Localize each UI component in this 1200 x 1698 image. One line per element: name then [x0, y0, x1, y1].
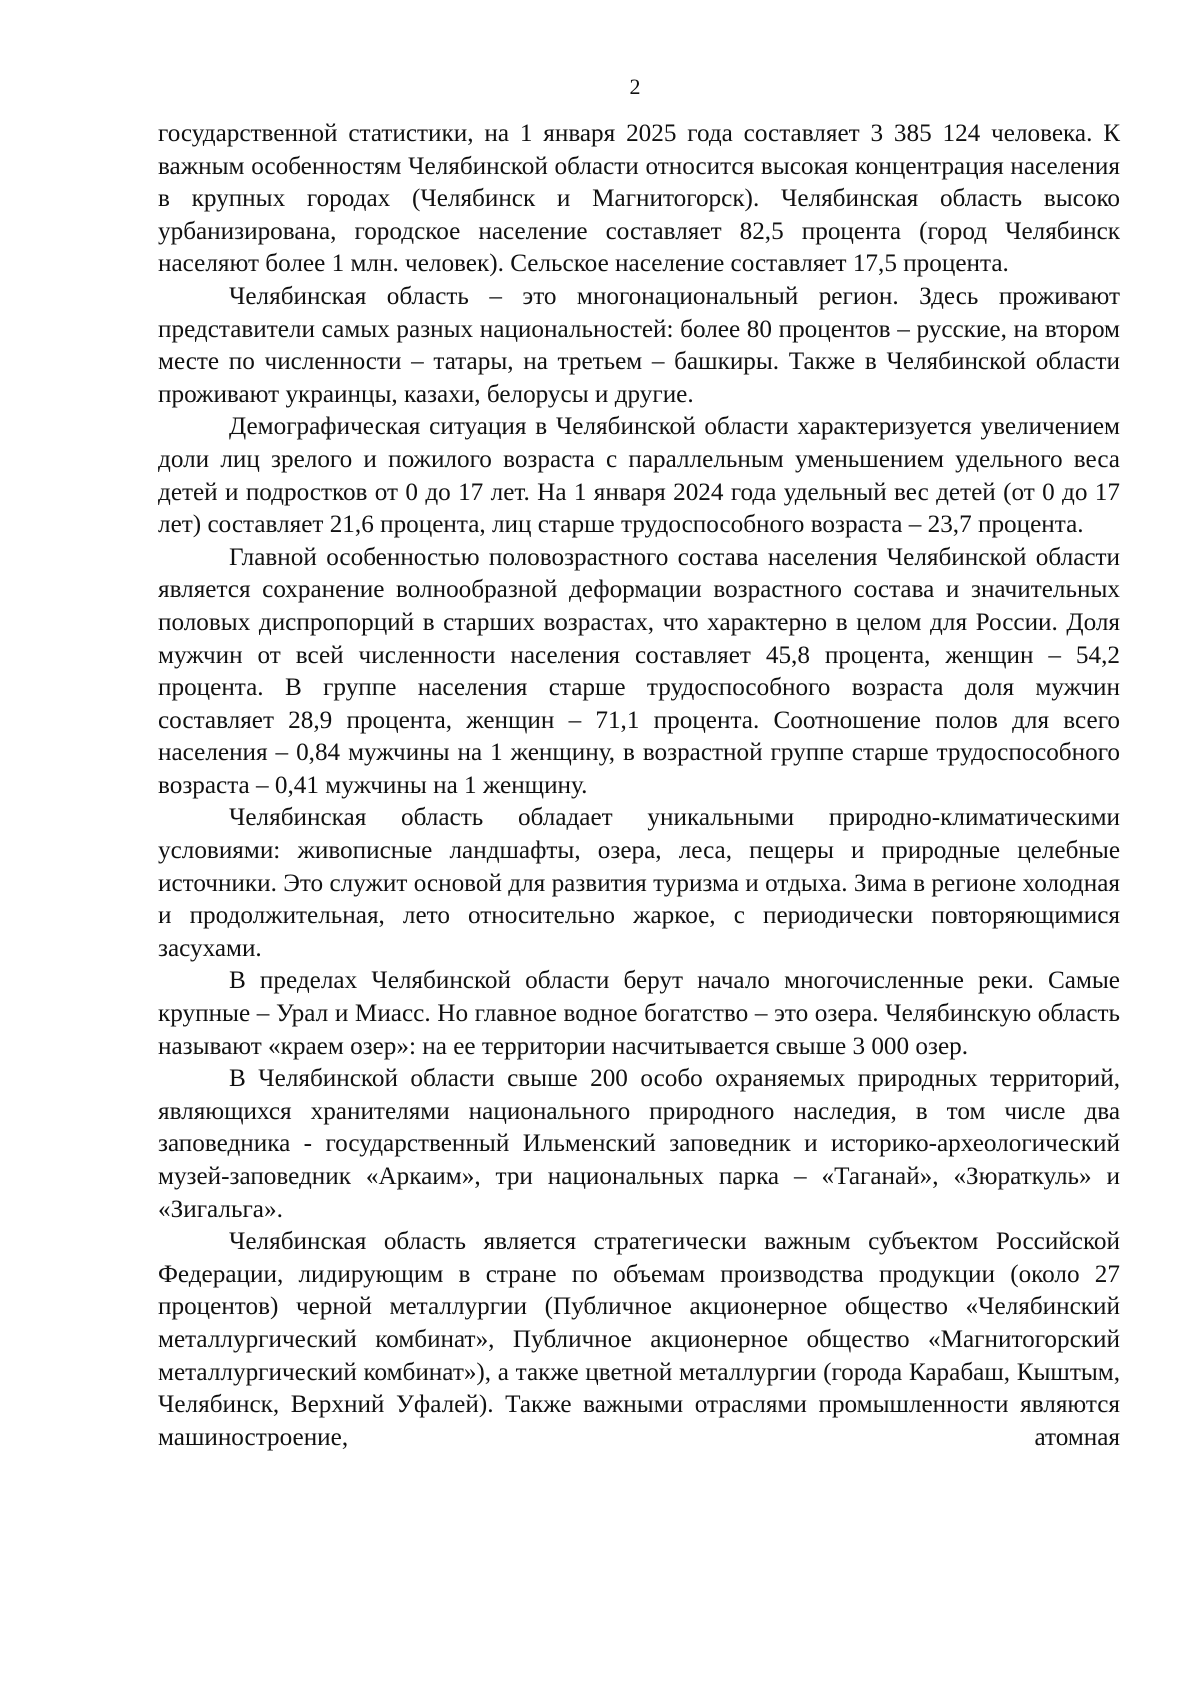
document-body [158, 118, 1120, 1454]
paragraph-industry: Челябинская область является стратегически важным субъектом Российской Федерации, лидирующим в стране по объемам производства продукции (около 27 процентов) черной металлургии (Публичное акционерное общество «Челябинский металлургический комбинат», Публичное акционерное общество «Магнитогорский металлургический комбинат»), а также цветной металлургии (города Карабаш, Кыштым, Челябинск, Верхний Уфалей). Также важными отраслями промышленности являются машиностроение, атомная [158, 1228, 1120, 1451]
paragraph-protected-areas: В Челябинской области свыше 200 особо охраняемых природных территорий, являющихся хранителями национального природного наследия, в том числе два заповедника - государственный Ильменский заповедник и историко-археологический музей-заповедник «Аркаим», три национальных парка – «Таганай», «Зюраткуль» и «Зигальга». [158, 1065, 1120, 1223]
paragraph-nationalities: Челябинская область – это многонациональный регион. Здесь проживают представители самых разных национальностей: более 80 процентов – русские, на втором месте по численности – татары, на третьем – башкиры. Также в Челябинской области проживают украинцы, казахи, белорусы и другие. [158, 282, 1120, 408]
paragraph-demographics: Демографическая ситуация в Челябинской области характеризуется увеличением доли лиц зрелого и пожилого возраста с параллельным уменьшением удельного веса детей и подростков от 0 до 17 лет. На 1 января 2024 года удельный вес детей (от 0 до 17 лет) составляет 21,6 процента, лиц старше трудоспособного возраста – 23,7 процента. [158, 413, 1120, 539]
paragraph-climate: Челябинская область обладает уникальными природно-климатическими условиями: живописные ландшафты, озера, леса, пещеры и природные целебные источники. Это служит основой для развития туризма и отдыха. Зима в регионе холодная и продолжительная, лето относительно жаркое, с периодически повторяющимися засухами. [158, 804, 1120, 962]
paragraph-rivers-lakes: В пределах Челябинской области берут начало многочисленные реки. Самые крупные – Урал и Миасс. Но главное водное богатство – это озера. Челябинскую область называют «краем озер»: на ее территории насчитывается свыше 3 000 озер. [158, 967, 1120, 1060]
paragraph-population: государственной статистики, на 1 января 2025 года составляет 3 385 124 человека. К важным особенностям Челябинской области относится высокая концентрация населения в крупных городах (Челябинск и Магнитогорск). Челябинская область высоко урбанизирована, городское население составляет 82,5 процента (город Челябинск населяют более 1 млн. человек). Сельское население составляет 17,5 процента. [158, 120, 1120, 278]
paragraph-sex-age-structure: Главной особенностью половозрастного состава населения Челябинской области является сохранение волнообразной деформации возрастного состава и значительных половых диспропорций в старших возрастах, что характерно в целом для России. Доля мужчин от всей численности населения составляет 45,8 процента, женщин – 54,2 процента. В группе населения старше трудоспособного возраста доля мужчин составляет 28,9 процента, женщин – 71,1 процента. Соотношение полов для всего населения – 0,84 мужчины на 1 женщину, в возрастной группе старше трудоспособного возраста – 0,41 мужчины на 1 женщину. [158, 543, 1120, 799]
page-number: 2 [629, 74, 641, 99]
